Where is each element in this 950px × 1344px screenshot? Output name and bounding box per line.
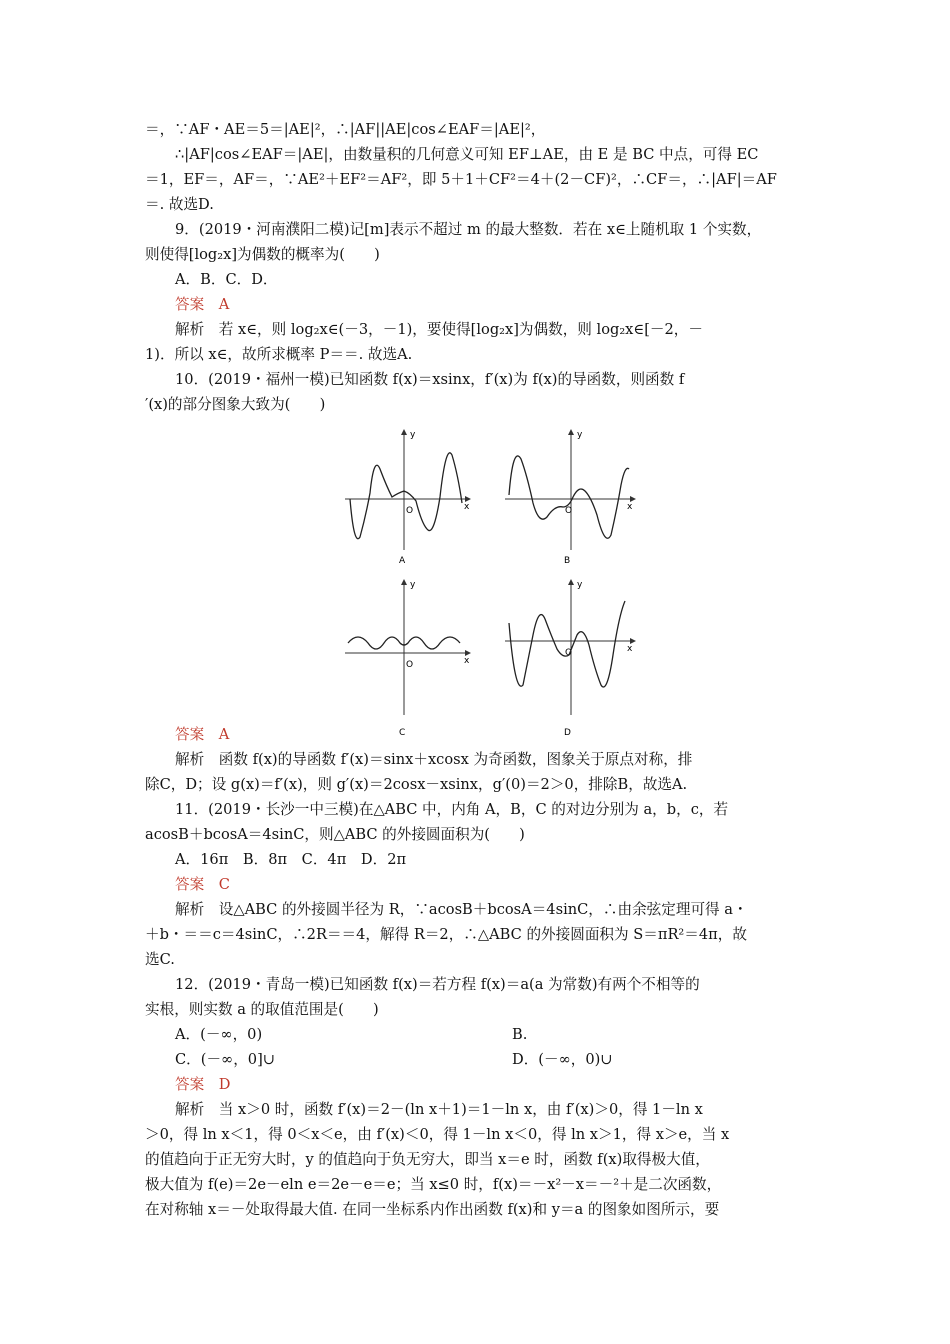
question-10: 10．(2019・福州一模)已知函数 f(x)＝xsinx，f′(x)为 f(x)的导函数，则函数 f <box>175 371 685 388</box>
answer-label: 答案 C <box>175 876 230 893</box>
graph-panel-a <box>345 430 470 566</box>
origin-label: O <box>406 506 414 516</box>
text-line: ′(x)的部分图象大致为( ) <box>145 396 326 413</box>
text-line: ＝. 故选D. <box>145 196 214 213</box>
choice-d: D．(－∞，0)∪ <box>512 1051 613 1068</box>
analysis-line: 解析 设△ABC 的外接圆半径为 R，∵acosB＋bcosA＝4sinC，∴由余弦定理可得 a・ <box>175 901 748 918</box>
choices: A．B．C．D． <box>175 271 278 288</box>
text-line: 除C，D；设 g(x)＝f′(x)，则 g′(x)＝2cosx－xsinx，g′(0)＝2＞0，排除B，故选A. <box>145 776 688 793</box>
choice-b: B. <box>512 1026 528 1043</box>
origin-label: O <box>565 506 573 516</box>
graph-panel-b <box>505 430 635 566</box>
text-line: acosB＋bcosA＝4sinC，则△ABC 的外接圆面积为( ) <box>145 826 525 843</box>
text-line: 选C. <box>145 951 175 968</box>
panel-label-d: D <box>564 728 571 738</box>
text-line: 极大值为 f(e)＝2e－eln e＝2e－e＝e；当 x≤0 时，f(x)＝－x²－x＝－²＋是二次函数， <box>145 1176 722 1193</box>
origin-label: O <box>565 648 573 658</box>
y-axis-label: y <box>410 430 416 440</box>
analysis-line: 解析 若 x∈，则 log₂x∈(－3，－1)，要使得[log₂x]为偶数，则 log₂x∈[－2，－ <box>175 321 703 338</box>
y-axis-label: y <box>577 430 583 440</box>
panel-label-b: B <box>564 556 571 566</box>
x-axis-label: x <box>464 502 470 512</box>
x-axis-label: x <box>464 656 470 666</box>
text-line: ＝，∵AF・AE＝5＝|AE|²，∴|AF||AE|cos∠EAF＝|AE|²， <box>145 121 546 138</box>
text-line: ＞0，得 ln x＜1，得 0＜x＜e，由 f′(x)＜0，得 1－ln x＜0，得 ln x＞1，得 x＞e，当 x <box>145 1126 730 1143</box>
y-axis-label: y <box>410 580 416 590</box>
graph-panel-c <box>345 580 470 738</box>
text-line: ＝1，EF＝，AF＝，∵AE²＋EF²＝AF²，即 5＋1＋CF²＝4＋(2－CF)²，∴CF＝，∴|AF|＝AF <box>145 171 777 188</box>
text-line: 1)．所以 x∈，故所求概率 P＝＝. 故选A. <box>145 346 413 363</box>
text-line: ＋b・＝＝c＝4sinC，∴2R＝＝4，解得 R＝2，∴△ABC 的外接圆面积为 S＝πR²＝4π，故 <box>145 926 747 943</box>
text-line: 则使得[log₂x]为偶数的概率为( ) <box>145 246 380 263</box>
x-axis-label: x <box>627 502 633 512</box>
graph-panel-d <box>505 580 635 738</box>
question-9: 9．(2019・河南濮阳二模)记[m]表示不超过 m 的最大整数．若在 x∈上随机取 1 个实数， <box>175 221 762 238</box>
text-line: ∴|AF|cos∠EAF＝|AE|，由数量积的几何意义可知 EF⊥AE，由 E 是 BC 中点，可得 EC <box>175 146 759 163</box>
analysis-line: 解析 当 x＞0 时，函数 f′(x)＝2－(ln x＋1)＝1－ln x，由 f′(x)＞0，得 1－ln x <box>175 1101 703 1118</box>
y-axis-label: y <box>577 580 583 590</box>
text-line: 的值趋向于正无穷大时，y 的值趋向于负无穷大，即当 x＝e 时，函数 f(x)取得极大值， <box>145 1151 710 1168</box>
choice-c: C．(－∞，0]∪ <box>175 1051 276 1068</box>
text-line: 实根，则实数 a 的取值范围是( ) <box>145 1001 379 1018</box>
answer-label: 答案 A <box>175 726 230 743</box>
choice-a: A．(－∞，0) <box>175 1026 263 1043</box>
question-12: 12．(2019・青岛一模)已知函数 f(x)＝若方程 f(x)＝a(a 为常数)有两个不相等的 <box>175 976 700 993</box>
origin-label: O <box>406 660 414 670</box>
text-line: 在对称轴 x＝－处取得最大值. 在同一坐标系内作出函数 f(x)和 y＝a 的图象如图所示，要 <box>145 1201 720 1218</box>
panel-label-a: A <box>399 556 406 566</box>
panel-label-c: C <box>399 728 406 738</box>
question-11: 11．(2019・长沙一中三模)在△ABC 中，内角 A，B，C 的对边分别为 a，b，c，若 <box>175 801 729 818</box>
function-graph-figure <box>340 425 640 738</box>
analysis-line: 解析 函数 f(x)的导函数 f′(x)＝sinx＋xcosx 为奇函数，图象关于原点对称，排 <box>175 751 693 768</box>
x-axis-label: x <box>627 644 633 654</box>
answer-label: 答案 D <box>175 1076 231 1093</box>
choices: A．16π B．8π C．4π D．2π <box>175 851 407 868</box>
answer-label: 答案 A <box>175 296 230 313</box>
